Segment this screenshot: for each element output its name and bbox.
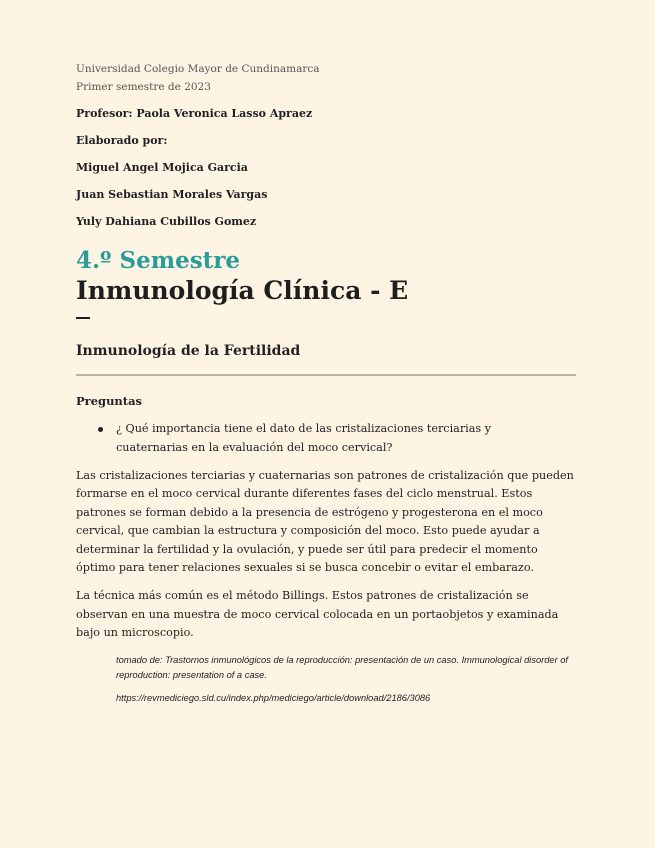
question-item — [116, 420, 546, 457]
citation-source: tomado de: Trastornos inmunológicos de la reproducción: presentación de un caso. Immunological disorder of reproduction: presentation of a case. — [116, 654, 569, 681]
author-name: Yuly Dahiana Cubillos Gomez — [76, 215, 257, 228]
institution-name: Universidad Colegio Mayor de Cundinamarca — [76, 63, 320, 75]
answer-paragraph: La técnica más común es el método Billings. Estos patrones de cristalización se observan en una muestra de moco cervical colocada en un portaobjetos y examinada bajo un microscopio. — [76, 589, 559, 640]
bullet-icon — [98, 427, 103, 432]
professor-name: Profesor: Paola Veronica Lasso Apraez — [76, 107, 313, 120]
question-list — [76, 420, 579, 457]
section-title: Inmunología de la Fertilidad — [76, 343, 301, 359]
section-divider — [76, 374, 576, 376]
semester-title: 4.º Semestre — [76, 247, 241, 274]
course-title: Inmunología Clínica - E — [76, 276, 409, 305]
author-name: Miguel Angel Mojica Garcia — [76, 161, 248, 174]
term-text: Primer semestre de 2023 — [76, 81, 211, 93]
title-dash-divider — [76, 317, 90, 319]
answer-paragraph: Las cristalizaciones terciarias y cuaternarias son patrones de cristalización que pueden formarse en el moco cervical durante diferentes fases del ciclo menstrual. Estos patrones se forman debido a la presencia de estrógeno y progesterona en el moco cervical, que cambian la estructura y composición del moco. Esto puede ayudar a determinar la fertilidad y la ovulación, y puede ser útil para predecir el momento óptimo para tener relaciones sexuales si se busca concebir o evitar el embarazo. — [76, 469, 574, 575]
author-name: Juan Sebastian Morales Vargas — [76, 188, 268, 201]
citation-url: https://revmediciego.sld.cu/index.php/mediciego/article/download/2186/3086 — [116, 692, 431, 703]
question-text: ¿ Qué importancia tiene el dato de las cristalizaciones terciarias y cuaternarias en la evaluación del moco cervical? — [116, 422, 492, 454]
authors-label: Elaborado por: — [76, 134, 168, 147]
questions-heading: Preguntas — [76, 394, 143, 408]
